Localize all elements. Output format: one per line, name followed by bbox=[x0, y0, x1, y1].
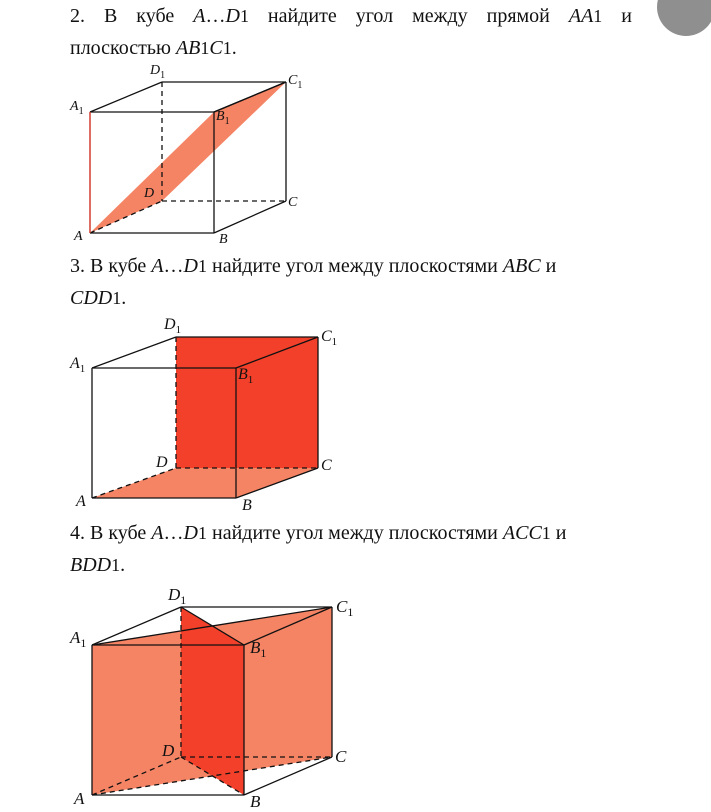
text-segment: ACC bbox=[502, 522, 542, 544]
text-segment: D bbox=[183, 522, 198, 544]
label-b1: $B_1$ bbox=[238, 366, 254, 386]
label-a: A bbox=[74, 789, 85, 808]
problem-2-line-1: 2. В кубе A…D1 найдите угол между прямой AA1 и bbox=[70, 5, 632, 27]
problem-2-line-2: плоскостью AB1C1. bbox=[70, 37, 237, 59]
label-d1: $D_1$ bbox=[150, 63, 166, 81]
text-segment: 1 bbox=[222, 38, 232, 58]
text-segment: BDD bbox=[70, 554, 112, 576]
text-segment: C bbox=[209, 37, 223, 59]
text-segment: 1 bbox=[112, 288, 122, 308]
label-c: C bbox=[321, 457, 332, 474]
label-b: B bbox=[250, 792, 261, 811]
label-d1: $D_1$ bbox=[168, 585, 187, 607]
label-c1: $C_1$ bbox=[288, 73, 303, 91]
label-c1: $C_1$ bbox=[336, 597, 354, 619]
text-segment: 1 bbox=[111, 555, 121, 575]
label-c: C bbox=[335, 747, 347, 766]
text-segment: 1 bbox=[200, 38, 210, 58]
text-segment: 1 bbox=[197, 523, 207, 543]
label-b: B bbox=[219, 232, 228, 247]
text-segment: A bbox=[193, 5, 206, 27]
problem-4-line-1: 4. В кубе A…D1 найдите угол между плоскостями ACC1 и bbox=[70, 522, 567, 544]
label-a: A bbox=[74, 229, 83, 244]
label-d: D bbox=[144, 186, 155, 201]
text-segment: ABC bbox=[502, 255, 541, 277]
text-segment: D bbox=[183, 255, 198, 277]
label-c: C bbox=[288, 195, 298, 210]
problem-4-line-2: BDD1. bbox=[70, 554, 126, 576]
label-b1: $B_1$ bbox=[216, 109, 230, 127]
text-segment: AB bbox=[175, 37, 201, 59]
text-segment: 1 bbox=[593, 6, 603, 26]
text-segment: A bbox=[151, 522, 164, 544]
label-a1: $A_1$ bbox=[70, 355, 86, 375]
label-d: D bbox=[156, 454, 168, 471]
text-segment: AA bbox=[568, 5, 594, 27]
problem-3-line-2: CDD1. bbox=[70, 287, 127, 309]
label-a1: $A_1$ bbox=[70, 99, 84, 117]
text-segment: 1 bbox=[541, 523, 551, 543]
label-d1: $D_1$ bbox=[164, 316, 182, 336]
problem-3-line-1: 3. В кубе A…D1 найдите угол между плоскостями ABC и bbox=[70, 255, 557, 277]
label-a: A bbox=[76, 493, 86, 510]
label-b: B bbox=[242, 497, 252, 514]
text-segment: CDD bbox=[70, 287, 113, 309]
label-b1: $B_1$ bbox=[250, 638, 267, 660]
label-c1: $C_1$ bbox=[321, 328, 338, 348]
label-a1: $A_1$ bbox=[70, 628, 87, 650]
text-segment: D bbox=[225, 5, 240, 27]
text-segment: 1 bbox=[197, 256, 207, 276]
text-segment: 1 bbox=[239, 6, 249, 26]
label-d: D bbox=[162, 741, 175, 760]
text-segment: A bbox=[151, 255, 164, 277]
